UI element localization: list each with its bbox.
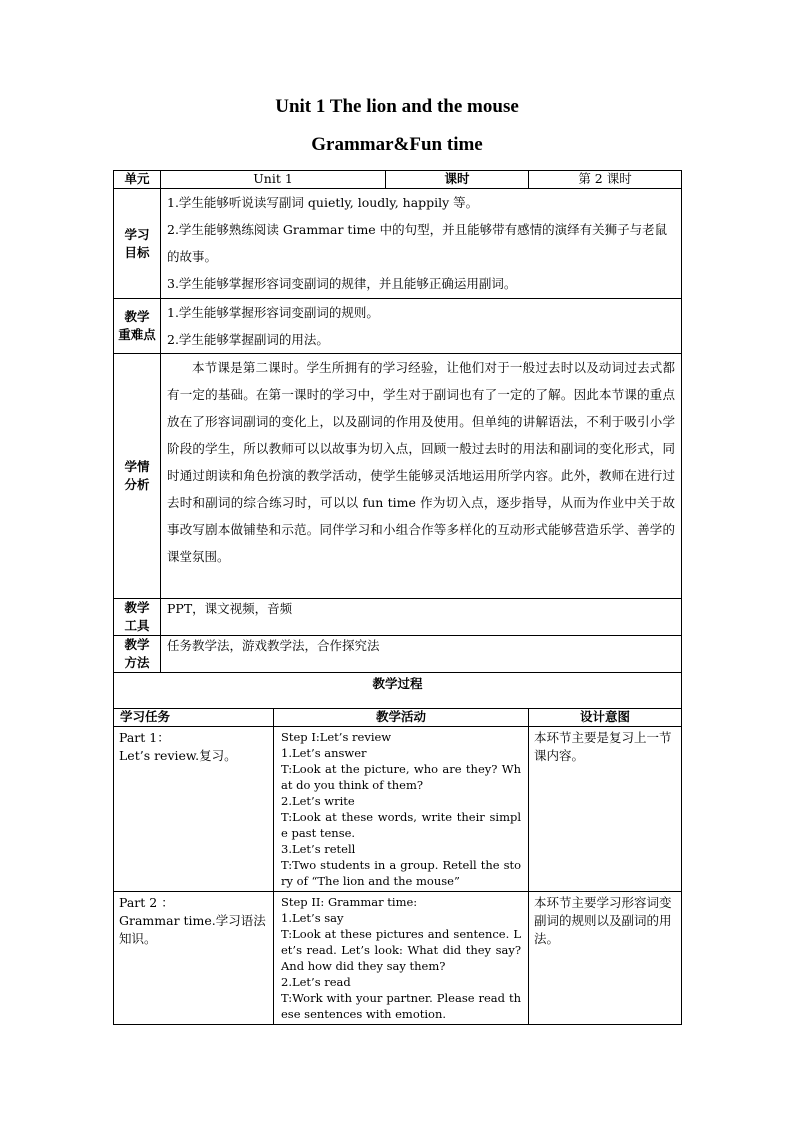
process-row-part1: [114, 727, 682, 892]
objective-item: 2.学生能够熟练阅读 Grammar time 中的句型，并且能够带有感情的演绎有关狮子与老鼠的故事。: [167, 222, 668, 264]
tools-label: 教学 工具: [114, 599, 161, 636]
methods-row: [114, 636, 682, 673]
document-title: Unit 1 The lion and the mouse: [275, 96, 519, 117]
unit-value: Unit 1: [161, 171, 386, 189]
key-points-label: 教学 重难点: [114, 299, 161, 354]
process-header-row: [114, 709, 682, 727]
analysis-label: 学情 分析: [114, 354, 161, 599]
info-row: [114, 171, 682, 189]
unit-label: 单元: [114, 171, 161, 189]
col-design-header: 设计意图: [529, 709, 682, 727]
process-heading: 教学过程: [114, 673, 682, 709]
lesson-plan-table: [113, 170, 682, 1025]
objectives-content: [161, 189, 682, 299]
methods-content: 任务教学法，游戏教学法，合作探究法: [161, 636, 682, 673]
document-subtitle: Grammar&Fun time: [311, 134, 483, 155]
objective-item: 3.学生能够掌握形容词变副词的规律，并且能够正确运用副词。: [167, 276, 517, 291]
period-label: 课时: [386, 171, 529, 189]
objectives-row: [114, 189, 682, 299]
task-cell: Part 1： Let’s review.复习。: [114, 727, 274, 892]
process-row-part2: [114, 892, 682, 1025]
design-cell: 本环节主要是复习上一节课内容。: [529, 727, 682, 892]
process-heading-row: [114, 673, 682, 709]
col-task-header: 学习任务: [114, 709, 274, 727]
design-cell: 本环节主要学习形容词变副词的规则以及副词的用法。: [529, 892, 682, 1025]
key-point-item: 2.学生能够掌握副词的用法。: [167, 332, 329, 347]
objective-item: 1.学生能够听说读写副词 quietly, loudly, happily 等。: [167, 195, 479, 210]
key-point-item: 1.学生能够掌握形容词变副词的规则。: [167, 305, 379, 320]
task-cell: Part 2 ： Grammar time.学习语法知识。: [114, 892, 274, 1025]
activity-cell: Step I:Let’s review 1.Let’s answer T:Look at the picture, who are they? What do you think of them? 2.Let’s write T:Look at these words, write their simple past tense. 3.Let’s retell T:Two students in a group. Retell the story of “The lion and the mouse”: [274, 727, 529, 892]
analysis-row: [114, 354, 682, 599]
tools-content: PPT，课文视频，音频: [161, 599, 682, 636]
key-points-content: [161, 299, 682, 354]
period-value: 第 2 课时: [529, 171, 682, 189]
tools-row: [114, 599, 682, 636]
key-points-row: [114, 299, 682, 354]
analysis-content: 本节课是第二课时。学生所拥有的学习经验，让他们对于一般过去时以及动词过去式都有一定的基础。在第一课时的学习中，学生对于副词也有了一定的了解。因此本节课的重点放在了形容词副词的变化上，以及副词的作用及使用。但单纯的讲解语法，不利于吸引小学阶段的学生，所以教师可以以故事为切入点，回顾一般过去时的用法和副词的变化形式，同时通过朗读和角色扮演的教学活动，使学生能够灵活地运用所学内容。此外，教师在进行过去时和副词的综合练习时，可以以 fun time 作为切入点，逐步指导，从而为作业中关于故事改写剧本做铺垫和示范。同伴学习和小组合作等多样化的互动形式能够营造乐学、善学的课堂氛围。: [161, 354, 682, 599]
objectives-label: 学习 目标: [114, 189, 161, 299]
methods-label: 教学 方法: [114, 636, 161, 673]
col-activity-header: 教学活动: [274, 709, 529, 727]
activity-cell: Step II: Grammar time: 1.Let’s say T:Look at these pictures and sentence. Let’s read. Let’s look: What did they say? And how did they say them? 2.Let’s read T:Work with your partner. Please read these sentences with emotion.: [274, 892, 529, 1025]
